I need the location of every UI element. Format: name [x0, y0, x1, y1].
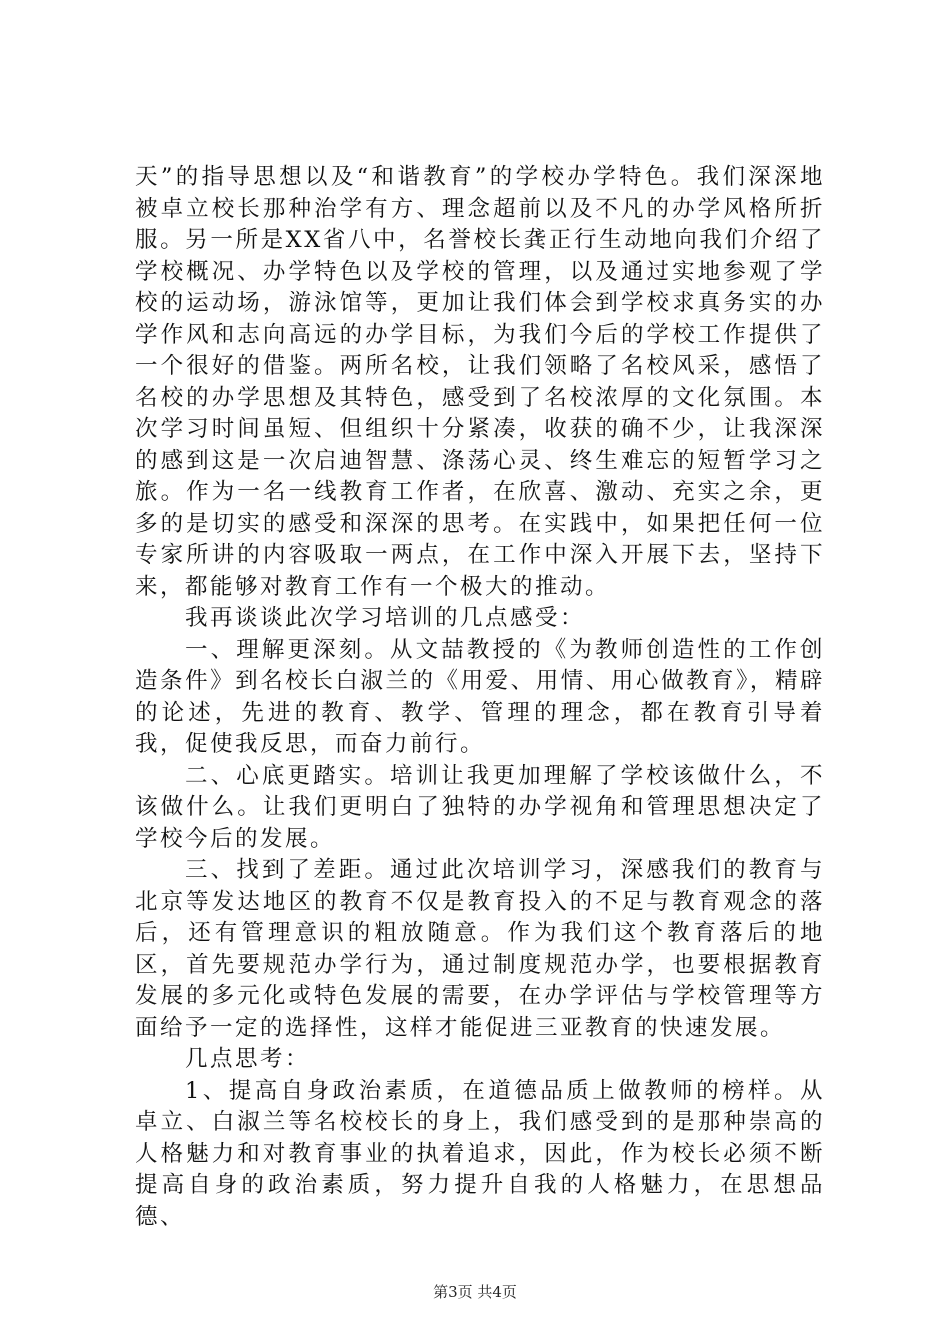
paragraph-point-three: 三、找到了差距。通过此次培训学习，深感我们的教育与北京等发达地区的教育不仅是教育投入的不足与教育观念的落后，还有管理意识的粗放随意。作为我们这个教育落后的地区，首先要规范办学行为，通过制度规范办学，也要根据教育发展的多元化或特色发展的需要，在办学评估与学校管理等方面给予一定的选择性，这样才能促进三亚教育的快速发展。 [135, 857, 825, 1041]
paragraph-point-one: 一、理解更深刻。从文喆教授的《为教师创造性的工作创造条件》到名校长白淑兰的《用爱、用情、用心做教育》，精辟的论述，先进的教育、教学、管理的理念，都在教育引导着我，促使我反思，而奋力前行。 [135, 636, 825, 757]
document-body [135, 162, 825, 1233]
paragraph-feelings-intro: 我再谈谈此次学习培训的几点感受： [185, 605, 586, 631]
page-footer: 第3页 共4页 [433, 1283, 517, 1301]
paragraph-thought-one: 1、提高自身政治素质，在道德品质上做教师的榜样。从卓立、白淑兰等名校校长的身上，我们感受到的是那种崇高的人格魅力和对教育事业的执着追求，因此，作为校长必须不断提高自身的政治素质，努力提升自我的人格魅力，在思想品德、 [135, 1077, 825, 1230]
paragraph-continued: 天”的指导思想以及“和谐教育”的学校办学特色。我们深深地被卓立校长那种治学有方、理念超前以及不凡的办学风格所折服。另一所是XX省八中，名誉校长龚正行生动地向我们介绍了学校概况、办学特色以及学校的管理，以及通过实地参观了学校的运动场，游泳馆等，更加让我们体会到学校求真务实的办学作风和志向高远的办学目标，为我们今后的学校工作提供了一个很好的借鉴。两所名校，让我们领略了名校风采，感悟了名校的办学思想及其特色，感受到了名校浓厚的文化氛围。本次学习时间虽短、但组织十分紧凑，收获的确不少，让我深深的感到这是一次启迪智慧、涤荡心灵、终生难忘的短暂学习之旅。作为一名一线教育工作者，在欣喜、激动、充实之余，更多的是切实的感受和深深的思考。在实践中，如果把任何一位专家所讲的内容吸取一两点，在工作中深入开展下去，坚持下来，都能够对教育工作有一个极大的推动。 [135, 164, 825, 600]
paragraph-thoughts-heading: 几点思考： [185, 1046, 311, 1072]
paragraph-point-two: 二、心底更踏实。培训让我更加理解了学校该做什么，不该做什么。让我们更明白了独特的办学视角和管理思想决定了学校今后的发展。 [135, 762, 825, 852]
